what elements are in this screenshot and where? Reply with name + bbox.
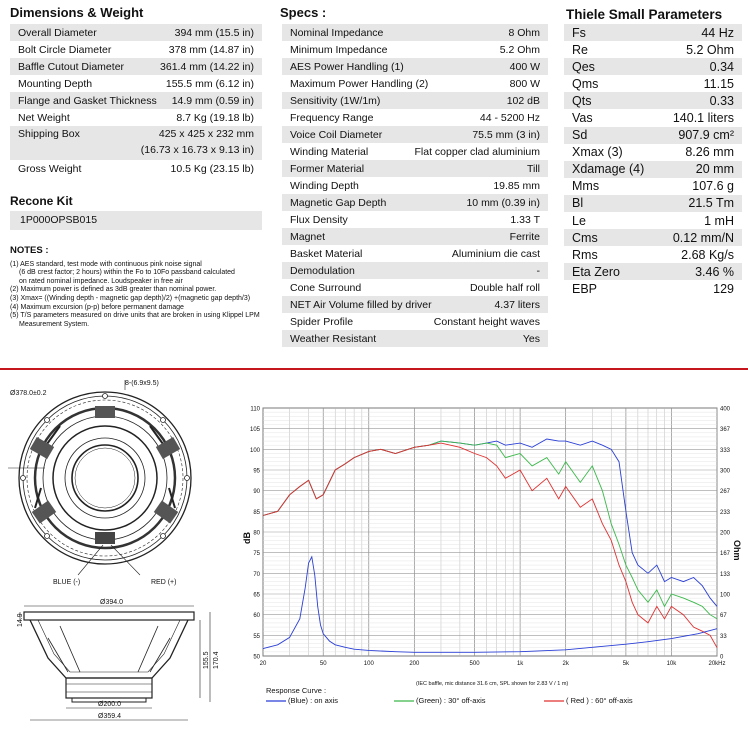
y-tick-label: 75: [253, 551, 260, 558]
speaker-side-drawing: [8, 598, 240, 728]
dimensions-label: Shipping Box: [18, 128, 80, 140]
thiele-row: [564, 161, 742, 178]
specs-value: -: [536, 264, 540, 277]
dimensions-row: [10, 75, 262, 92]
notes: [10, 247, 272, 329]
y2-tick-label: 133: [720, 572, 731, 579]
dimensions-label: Baffle Cutout Diameter: [18, 60, 125, 73]
flange-thickness-label: 14.9: [17, 613, 24, 627]
specs-value: Constant height waves: [433, 315, 540, 328]
dimensions-value: [141, 128, 254, 156]
x-tick-label: 500: [469, 661, 480, 667]
y-tick-label: 110: [250, 406, 260, 413]
y-tick-label: 60: [253, 613, 260, 620]
specs-value: Till: [526, 162, 540, 175]
thiele-label: Le: [572, 213, 586, 228]
dimensions-label: Gross Weight: [18, 162, 82, 175]
specs-value: Yes: [522, 332, 540, 345]
specs-row: [282, 92, 548, 109]
thiele-label: Sd: [572, 128, 588, 143]
x-tick-label: 200: [409, 661, 420, 667]
thiele-value: 21.5 Tm: [688, 196, 734, 211]
thiele-label: Qes: [572, 59, 595, 74]
thiele-value: 2.68 Kg/s: [681, 247, 734, 262]
recone-title: Recone Kit: [10, 194, 73, 208]
x-tick-label: 100: [363, 661, 374, 667]
y-tick-label: 65: [253, 592, 260, 599]
x-tick-label: 10k: [666, 661, 677, 667]
note-line: Measurement System.: [19, 320, 90, 328]
dimensions-value-line: (16.73 x 16.73 x 9.13 in): [140, 144, 254, 156]
thiele-value: 20 mm: [695, 162, 734, 177]
y-tick-label: 105: [249, 427, 260, 434]
notes-title: NOTES :: [10, 245, 49, 256]
thiele-row: [564, 178, 742, 195]
blue-terminal-label: BLUE (-): [53, 579, 81, 586]
dimensions-label: Net Weight: [18, 111, 70, 124]
specs-label: Minimum Impedance: [290, 43, 388, 56]
thiele-table: [564, 24, 742, 298]
specs-label: Sensitivity (1W/1m): [290, 94, 381, 107]
y-tick-label: 70: [253, 571, 260, 578]
specs-label: Former Material: [290, 162, 365, 175]
thiele-row: [564, 212, 742, 229]
thiele-label: Xdamage (4): [572, 162, 645, 177]
y2-tick-label: 33: [720, 634, 727, 641]
thiele-value: 0.34: [709, 59, 734, 74]
thiele-row: [564, 24, 742, 41]
specs-value: Aluminium die cast: [451, 247, 540, 260]
specs-row: [282, 143, 548, 160]
specs-value: Flat copper clad aluminium: [414, 145, 540, 158]
specs-label: Winding Material: [290, 145, 369, 158]
specs-row: [282, 330, 548, 347]
thiele-label: Mms: [572, 179, 600, 194]
y-tick-label: 100: [249, 447, 260, 454]
red-terminal-label: RED (+): [151, 579, 177, 586]
y-tick-label: 90: [253, 489, 260, 496]
specs-label: Voice Coil Diameter: [290, 128, 383, 141]
y-axis-label: dB: [242, 532, 252, 544]
y-tick-label: 50: [253, 654, 260, 661]
dimensions-label: Bolt Circle Diameter: [18, 43, 112, 56]
thiele-label: Fs: [572, 25, 586, 40]
specs-value: Ferrite: [509, 230, 540, 243]
thiele-value: 3.46 %: [695, 264, 734, 279]
specs-row: [282, 126, 548, 143]
note-line: (2) Maximum power is defined as 3dB greater than nominal power.: [10, 286, 217, 294]
specs-table: [282, 24, 548, 347]
thiele-row: [564, 263, 742, 280]
dimensions-row: [10, 160, 262, 177]
thiele-row: [564, 144, 742, 161]
holes-label: 8-(6.9x9.5): [125, 380, 159, 387]
specs-label: Flux Density: [290, 213, 348, 226]
specs-label: Nominal Impedance: [290, 26, 384, 39]
specs-label: Winding Depth: [290, 179, 359, 192]
specs-row: [282, 58, 548, 75]
specs-label: Maximum Power Handling (2): [290, 77, 429, 90]
y2-tick-label: 0: [720, 654, 724, 661]
chart-grid: [263, 408, 717, 656]
specs-row: [282, 245, 548, 262]
dimensions-title: Dimensions & Weight: [10, 5, 144, 20]
y2-tick-labels: [720, 407, 731, 661]
legend-red: ( Red ) : 60° off-axis: [566, 696, 633, 705]
thiele-row: [564, 58, 742, 75]
specs-row: [282, 211, 548, 228]
thiele-label: Rms: [572, 247, 598, 262]
overall-diameter-label: Ø394.0: [100, 599, 123, 606]
specs-value: 75.5 mm (3 in): [472, 128, 540, 141]
specs-value: 10 mm (0.39 in): [466, 196, 540, 209]
thiele-row: [564, 75, 742, 92]
y2-tick-label: 300: [720, 468, 731, 475]
thiele-label: Bl: [572, 196, 584, 211]
note-line: on rated nominal impedance. Loudspeaker in free air: [19, 277, 183, 285]
specs-row: [282, 194, 548, 211]
dimensions-row: [10, 92, 262, 109]
specs-value: 800 W: [509, 77, 540, 90]
speaker-front-drawing: [8, 380, 240, 592]
dimensions-label: Flange and Gasket Thickness: [18, 94, 157, 107]
specs-row: [282, 75, 548, 92]
specs-label: Magnetic Gap Depth: [290, 196, 387, 209]
thiele-value: 907.9 cm²: [678, 128, 734, 143]
y2-tick-label: 233: [720, 510, 731, 517]
specs-row: [282, 24, 548, 41]
thiele-value: 107.6 g: [692, 179, 734, 194]
y2-tick-label: 67: [720, 612, 727, 619]
thiele-value: 8.26 mm: [685, 145, 734, 160]
thiele-row: [564, 280, 742, 297]
specs-label: Basket Material: [290, 247, 363, 260]
dimensions-row: [10, 24, 262, 41]
thiele-label: Eta Zero: [572, 264, 620, 279]
specs-row: [282, 313, 548, 330]
specs-value: 19.85 mm: [493, 179, 540, 192]
dimensions-value: 378 mm (14.87 in): [168, 43, 254, 56]
thiele-row: [564, 109, 742, 126]
y-tick-label: 85: [253, 509, 260, 516]
specs-row: [282, 279, 548, 296]
thiele-row: [564, 127, 742, 144]
dimensions-row: [10, 41, 262, 58]
specs-value: 5.2 Ohm: [499, 43, 540, 56]
recone-part-row: [10, 211, 262, 230]
depth-155-label: 155.5: [203, 651, 210, 669]
y2-tick-label: 167: [720, 550, 731, 557]
y2-tick-label: 100: [720, 592, 731, 599]
specs-value: Double half roll: [469, 281, 540, 294]
x-tick-label: 1k: [516, 661, 524, 667]
legend-title: Response Curve :: [266, 686, 327, 695]
dimensions-value: 8.7 Kg (19.18 lb): [176, 111, 254, 124]
section-divider: [0, 368, 748, 370]
specs-row: [282, 262, 548, 279]
thiele-label: Xmax (3): [572, 145, 623, 160]
dimensions-row: [10, 126, 262, 160]
thiele-row: [564, 229, 742, 246]
y2-tick-label: 400: [720, 406, 731, 413]
thiele-row: [564, 41, 742, 58]
thiele-label: Re: [572, 42, 588, 57]
y2-tick-label: 367: [720, 426, 731, 433]
note-line: (3) Xmax= ((Winding depth - magnetic gap depth)/2) +(magnetic gap depth/3): [10, 294, 251, 302]
specs-row: [282, 228, 548, 245]
specs-row: [282, 41, 548, 58]
specs-row: [282, 160, 548, 177]
dimensions-value: 361.4 mm (14.22 in): [160, 60, 254, 73]
legend: [266, 696, 633, 705]
dimensions-value: 14.9 mm (0.59 in): [171, 94, 254, 107]
dimensions-label: Mounting Depth: [18, 77, 93, 90]
y-tick-label: 95: [253, 468, 260, 475]
thiele-value: 44 Hz: [701, 25, 734, 40]
specs-label: Frequency Range: [290, 111, 374, 124]
thiele-value: 11.15: [703, 76, 734, 91]
dimensions-value: 155.5 mm (6.12 in): [165, 77, 254, 90]
dimensions-value: 394 mm (15.5 in): [174, 26, 254, 39]
y-tick-label: 55: [253, 633, 260, 640]
dimensions-table: [10, 24, 262, 177]
y2-axis-label: Ohm: [732, 540, 742, 561]
y2-tick-label: 333: [720, 448, 731, 455]
y2-tick-label: 200: [720, 530, 731, 537]
dimensions-row: [10, 109, 262, 126]
thiele-value: 1 mH: [704, 213, 734, 228]
x-tick-label: 5k: [622, 661, 630, 667]
specs-row: [282, 109, 548, 126]
thiele-value: 0.12 mm/N: [672, 230, 734, 245]
specs-label: NET Air Volume filled by driver: [290, 298, 432, 311]
thiele-value: 129: [713, 281, 734, 296]
thiele-label: Qms: [572, 76, 599, 91]
specs-row: [282, 296, 548, 313]
specs-title: Specs :: [280, 5, 327, 20]
note-line: (4) Maximum excursion (p-p) before permanent damage: [10, 303, 184, 311]
legend-green: (Green) : 30° off-axis: [416, 696, 486, 705]
specs-value: 1.33 T: [510, 213, 540, 226]
recone-part: 1P000OPSB015: [20, 214, 98, 226]
dimensions-value-line: 425 x 425 x 232 mm: [158, 128, 254, 140]
dimensions-label: Overall Diameter: [18, 26, 97, 39]
thiele-label: Cms: [572, 230, 598, 245]
dimensions-value: 10.5 Kg (23.15 lb): [170, 162, 254, 175]
x-tick-label: 20kHz: [708, 661, 726, 667]
y-tick-label: 80: [253, 530, 260, 537]
specs-value: 44 - 5200 Hz: [479, 111, 540, 124]
y2-tick-label: 267: [720, 488, 731, 495]
specs-row: [282, 177, 548, 194]
specs-label: Weather Resistant: [290, 332, 377, 345]
thiele-title: Thiele Small Parameters: [566, 7, 723, 22]
specs-label: Spider Profile: [290, 315, 354, 328]
thiele-row: [564, 92, 742, 109]
x-tick-label: 50: [319, 661, 327, 667]
legend-blue: (Blue) : on axis: [288, 696, 339, 705]
depth-170-label: 170.4: [213, 651, 220, 669]
magnet-diameter-label: Ø200.0: [98, 701, 121, 708]
thiele-row: [564, 195, 742, 212]
specs-label: Cone Surround: [290, 281, 362, 294]
cutout-diameter-label: Ø359.4: [98, 713, 121, 720]
specs-label: Demodulation: [290, 264, 355, 277]
thiele-value: 5.2 Ohm: [686, 42, 734, 57]
specs-value: 400 W: [509, 60, 540, 73]
frequency-response-chart: [236, 398, 744, 720]
thiele-label: Qts: [572, 93, 592, 108]
specs-value: 102 dB: [506, 94, 540, 107]
specs-value: 8 Ohm: [508, 26, 540, 39]
specs-label: AES Power Handling (1): [290, 60, 404, 73]
thiele-label: EBP: [572, 281, 598, 296]
x-tick-label: 20: [259, 661, 267, 667]
x-tick-label: 2k: [562, 661, 569, 667]
note-line: (1) AES standard, test mode with continuous pink noise signal: [10, 260, 202, 268]
note-line: (6 dB crest factor; 2 hours) within the Fo to 10Fo passband calculated: [19, 269, 235, 277]
note-line: (5) T/S parameters measured on drive units that are broken in using Klippel LPM: [10, 312, 260, 320]
thiele-row: [564, 246, 742, 263]
thiele-value: 0.33: [709, 93, 734, 108]
thiele-label: Vas: [572, 111, 593, 126]
bolt-circle-label: Ø378.0±0.2: [10, 390, 47, 397]
chart-caption: (IEC baffle, mic distance 31.6 cm, SPL shown for 2.83 V / 1 m): [416, 681, 569, 687]
specs-label: Magnet: [290, 230, 326, 243]
dimensions-row: [10, 58, 262, 75]
x-tick-labels: [260, 661, 726, 667]
specs-value: 4.37 liters: [494, 298, 540, 311]
thiele-value: 140.1 liters: [672, 111, 734, 126]
